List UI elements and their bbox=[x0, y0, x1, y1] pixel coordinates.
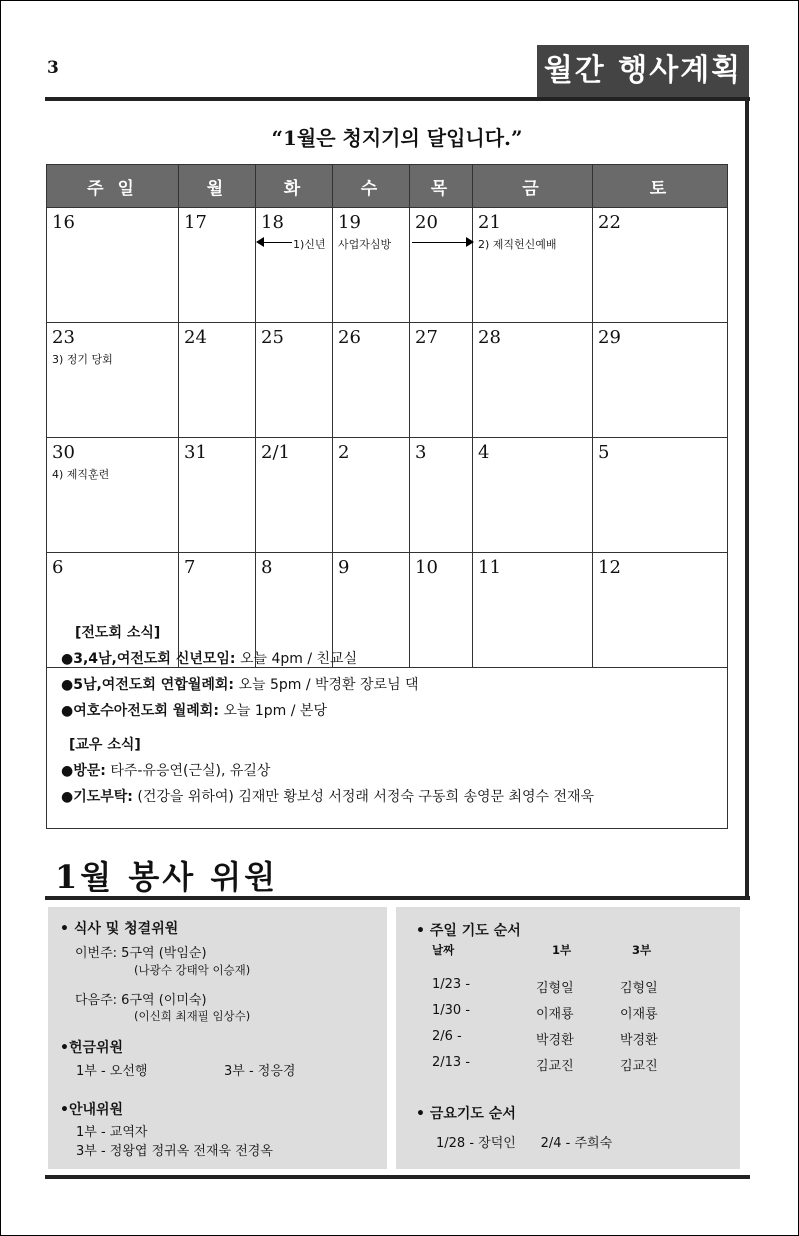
calendar-day bbox=[47, 208, 179, 323]
weekday-tue: 화 bbox=[256, 165, 333, 208]
calendar-day bbox=[47, 323, 179, 438]
day-number: 4 bbox=[478, 442, 490, 463]
prayer-first: 박경환 bbox=[536, 1033, 574, 1048]
month-theme: “1월은 청지기의 달입니다.” bbox=[271, 126, 523, 150]
page-number: 3 bbox=[47, 58, 59, 78]
prayer-first: 이재룡 bbox=[536, 1007, 574, 1022]
prayer-col-third: 3부 bbox=[632, 943, 652, 957]
calendar-day bbox=[473, 208, 593, 323]
calendar-day bbox=[593, 208, 728, 323]
news-item bbox=[61, 700, 727, 720]
weekday-fri: 금 bbox=[473, 165, 593, 208]
day-number: 6 bbox=[52, 557, 64, 578]
day-event: 3) 정기 당회 bbox=[52, 353, 113, 366]
calendar-day bbox=[256, 323, 333, 438]
prayer-third: 박경환 bbox=[620, 1033, 658, 1048]
news-item-text: 오늘 4pm / 친교실 bbox=[235, 651, 358, 667]
prayer-third: 이재룡 bbox=[620, 1007, 658, 1022]
day-number: 17 bbox=[184, 212, 207, 233]
news-item bbox=[61, 786, 727, 806]
news-item-text: 오늘 1pm / 본당 bbox=[218, 703, 327, 719]
calendar-day bbox=[333, 323, 410, 438]
day-number: 10 bbox=[415, 557, 438, 578]
calendar-day bbox=[410, 438, 473, 553]
day-event: 4) 제직훈련 bbox=[52, 468, 110, 481]
usher-third: 3부 - 정왕엽 정귀옥 전재욱 전경옥 bbox=[76, 1144, 273, 1159]
weekday-sun: 주 일 bbox=[47, 165, 179, 208]
next-week-members: (이신희 최재필 임상수) bbox=[134, 1009, 251, 1023]
day-number: 24 bbox=[184, 327, 207, 348]
day-number: 2/1 bbox=[261, 442, 290, 463]
prayer-date: 2/6 - bbox=[432, 1029, 462, 1044]
day-number: 31 bbox=[184, 442, 207, 463]
prayer-third: 김교진 bbox=[620, 1059, 658, 1074]
service-section-title: 1월 봉사 위원 bbox=[55, 858, 279, 896]
day-number: 26 bbox=[338, 327, 361, 348]
calendar-day bbox=[593, 323, 728, 438]
calendar-header-row bbox=[47, 165, 728, 208]
meal-heading: • 식사 및 청결위원 bbox=[60, 921, 179, 937]
calendar-day bbox=[410, 208, 473, 323]
sunday-prayer-heading: • 주일 기도 순서 bbox=[416, 923, 521, 939]
usher-heading: •안내위원 bbox=[60, 1102, 124, 1118]
calendar-week bbox=[47, 438, 728, 553]
day-number: 23 bbox=[52, 327, 75, 348]
day-number: 8 bbox=[261, 557, 273, 578]
prayer-date: 1/23 - bbox=[432, 977, 471, 992]
calendar-day bbox=[179, 323, 256, 438]
service-right-box bbox=[396, 907, 740, 1169]
news-item bbox=[61, 648, 727, 668]
day-number: 29 bbox=[598, 327, 621, 348]
usher-first: 1부 - 교역자 bbox=[76, 1125, 148, 1140]
calendar-day bbox=[256, 208, 333, 323]
day-number: 9 bbox=[338, 557, 350, 578]
prayer-first: 김형일 bbox=[536, 981, 574, 996]
prayer-third: 김형일 bbox=[620, 981, 658, 996]
calendar-day bbox=[333, 438, 410, 553]
day-event: 1)신년 bbox=[293, 238, 326, 251]
day-number: 3 bbox=[415, 442, 427, 463]
service-bottom-rule bbox=[45, 1175, 750, 1179]
friday-prayer-schedule: 1/28 - 장덕인 2/4 - 주희숙 bbox=[436, 1136, 613, 1151]
calendar-day bbox=[410, 323, 473, 438]
news-item-label: ●3,4남,여전도회 신년모임: bbox=[61, 651, 236, 667]
offering-heading: •헌금위원 bbox=[60, 1040, 124, 1056]
section-side-rule bbox=[745, 97, 749, 897]
friday-prayer-heading: • 금요기도 순서 bbox=[416, 1106, 516, 1122]
day-number: 27 bbox=[415, 327, 438, 348]
header-rule bbox=[45, 97, 750, 101]
calendar-day bbox=[47, 438, 179, 553]
day-number: 12 bbox=[598, 557, 621, 578]
page-title: 월간 행사계획 bbox=[537, 45, 749, 97]
calendar-week bbox=[47, 208, 728, 323]
day-number: 22 bbox=[598, 212, 621, 233]
prayer-col-date: 날짜 bbox=[432, 943, 455, 957]
weekday-sat: 토 bbox=[593, 165, 728, 208]
prayer-date: 1/30 - bbox=[432, 1003, 471, 1018]
prayer-date: 2/13 - bbox=[432, 1055, 471, 1070]
service-top-rule bbox=[45, 896, 750, 900]
calendar-day bbox=[473, 323, 593, 438]
day-number: 16 bbox=[52, 212, 75, 233]
calendar-day bbox=[179, 438, 256, 553]
service-left-box bbox=[48, 907, 387, 1169]
members-news-heading: [교우 소식] bbox=[69, 737, 141, 753]
prayer-col-first: 1부 bbox=[552, 943, 572, 957]
arrow-right-icon bbox=[412, 242, 472, 243]
calendar-table bbox=[46, 164, 728, 668]
next-week-duty: 다음주: 6구역 (이미숙) bbox=[75, 993, 207, 1008]
mission-news-heading: [전도회 소식] bbox=[75, 625, 161, 641]
news-item-label: ●방문: bbox=[61, 763, 106, 779]
news-box bbox=[46, 610, 728, 829]
weekday-mon: 월 bbox=[179, 165, 256, 208]
day-number: 30 bbox=[52, 442, 75, 463]
news-item-text: (건강을 위하여) 김재만 황보성 서정래 서정숙 구동희 송영문 최영수 전재욱 bbox=[132, 789, 595, 805]
calendar-day bbox=[333, 208, 410, 323]
day-number: 21 bbox=[478, 212, 501, 233]
calendar-week bbox=[47, 323, 728, 438]
news-item-text: 오늘 5pm / 박경환 장로님 댁 bbox=[234, 677, 419, 693]
arrow-left-icon bbox=[258, 242, 292, 243]
news-item-label: ●여호수아전도회 월례회: bbox=[61, 703, 219, 719]
day-number: 5 bbox=[598, 442, 610, 463]
weekday-wed: 수 bbox=[333, 165, 410, 208]
prayer-first: 김교진 bbox=[536, 1059, 574, 1074]
this-week-members: (나광수 강태악 이승재) bbox=[134, 963, 251, 977]
news-item-text: 타주-유응연(근실), 유길상 bbox=[105, 763, 271, 779]
day-event: 2) 제직헌신예배 bbox=[478, 238, 557, 251]
offering-first: 1부 - 오선행 bbox=[76, 1064, 148, 1079]
news-item-label: ●기도부탁: bbox=[61, 789, 133, 805]
day-number: 2 bbox=[338, 442, 350, 463]
offering-third: 3부 - 정응경 bbox=[224, 1064, 296, 1079]
calendar-day bbox=[179, 208, 256, 323]
news-item bbox=[61, 760, 727, 780]
calendar-day bbox=[593, 438, 728, 553]
this-week-duty: 이번주: 5구역 (박임순) bbox=[75, 946, 207, 961]
weekday-thu: 목 bbox=[410, 165, 473, 208]
news-item-label: ●5남,여전도회 연합월례회: bbox=[61, 677, 234, 693]
day-event: 사업자심방 bbox=[338, 238, 392, 251]
day-number: 11 bbox=[478, 557, 501, 578]
day-number: 28 bbox=[478, 327, 501, 348]
day-number: 18 bbox=[261, 212, 284, 233]
day-number: 7 bbox=[184, 557, 196, 578]
calendar-day bbox=[256, 438, 333, 553]
day-number: 19 bbox=[338, 212, 361, 233]
day-number: 20 bbox=[415, 212, 438, 233]
news-item bbox=[61, 674, 727, 694]
day-number: 25 bbox=[261, 327, 284, 348]
calendar-day bbox=[473, 438, 593, 553]
